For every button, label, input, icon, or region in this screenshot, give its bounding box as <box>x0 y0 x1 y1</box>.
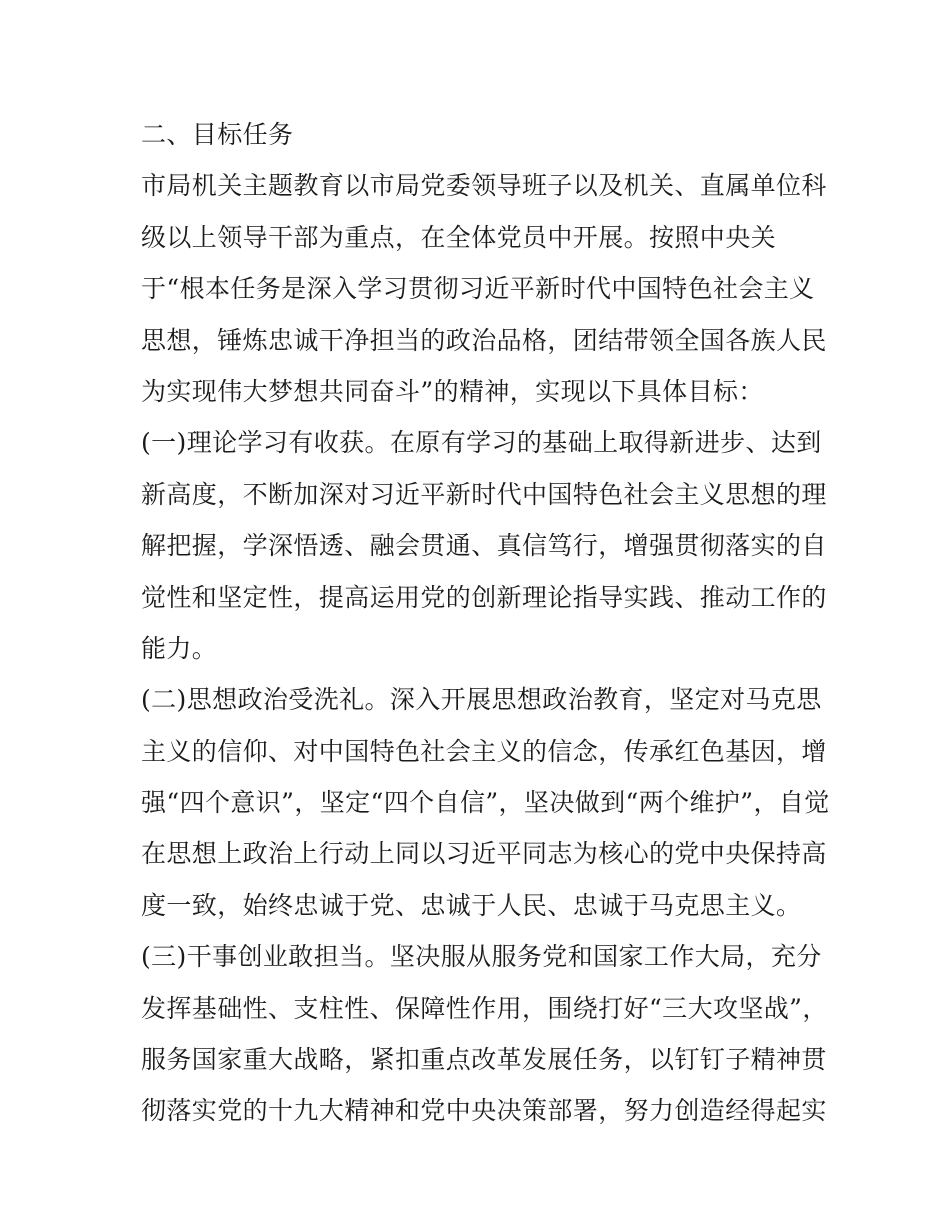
text-line: 新高度，不断加深对习近平新时代中国特色社会主义思想的理 <box>141 479 827 509</box>
text-line: 为实现伟大梦想共同奋斗”的精神，实现以下具体目标： <box>141 376 764 406</box>
text-line: (三)干事创业敢担当。坚决服从服务党和国家工作大局，充分 <box>141 942 822 972</box>
text-line: 强“四个意识”，坚定“四个自信”，坚决做到“两个维护”，自觉 <box>141 788 830 818</box>
text-line: 服务国家重大战略，紧扣重点改革发展任务，以钉钉子精神贯 <box>141 1045 827 1075</box>
text-line: 彻落实党的十九大精神和党中央决策部署，努力创造经得起实 <box>141 1096 827 1126</box>
text-line: 于“根本任务是深入学习贯彻习近平新时代中国特色社会主义 <box>141 274 815 304</box>
text-line: (一)理论学习有收获。在原有学习的基础上取得新进步、达到 <box>141 428 822 458</box>
document-body <box>141 109 830 1137</box>
text-line: 市局机关主题教育以市局党委领导班子以及机关、直属单位科 <box>141 171 827 201</box>
text-line: 主义的信仰、对中国特色社会主义的信念，传承红色基因，增 <box>141 736 827 766</box>
text-line: 思想，锤炼忠诚干净担当的政治品格，团结带领全国各族人民 <box>141 325 827 355</box>
text-line: 能力。 <box>141 633 218 663</box>
text-line: (二)思想政治受洗礼。深入开展思想政治教育，坚定对马克思 <box>141 685 822 715</box>
text-line: 级以上领导干部为重点，在全体党员中开展。按照中央关 <box>141 222 777 252</box>
text-line: 解把握，学深悟透、融会贯通、真信笃行，增强贯彻落实的自 <box>141 531 827 561</box>
text-line: 度一致，始终忠诚于党、忠诚于人民、忠诚于马克思主义。 <box>141 890 802 920</box>
text-line: 在思想上政治上行动上同以习近平同志为核心的党中央保持高 <box>141 839 827 869</box>
text-line: 觉性和坚定性，提高运用党的创新理论指导实践、推动工作的 <box>141 582 827 612</box>
section-heading: 二、目标任务 <box>141 120 294 149</box>
text-line: 发挥基础性、支柱性、保障性作用，围绕打好“三大攻坚战”， <box>141 993 828 1023</box>
